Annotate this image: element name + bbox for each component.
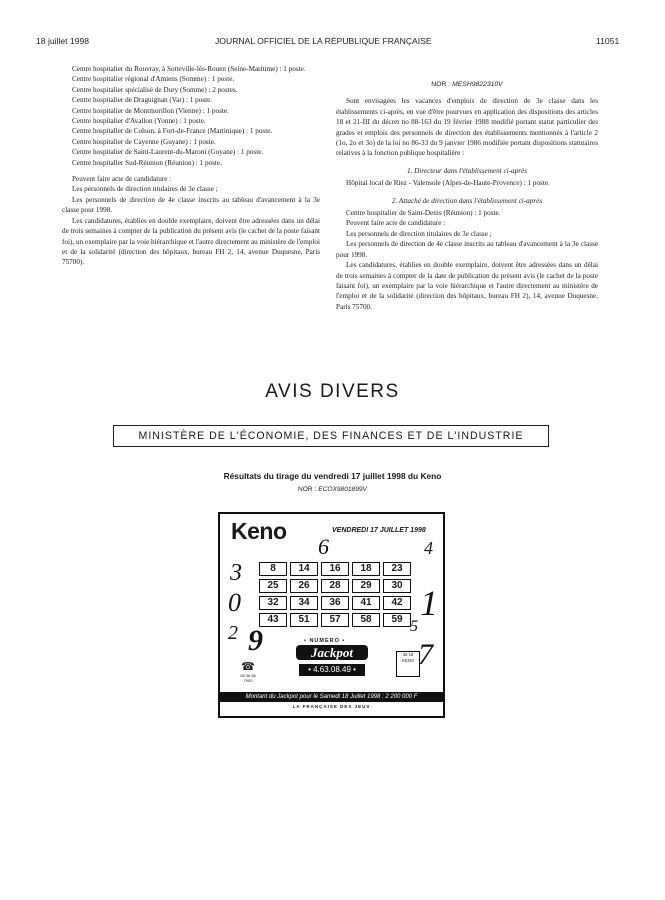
keno-number: 41 (352, 596, 380, 610)
keno-number: 42 (383, 596, 411, 610)
telephone-icon: ☎ (241, 661, 255, 673)
nor-code: MESH9822310V (452, 81, 503, 88)
keno-number: 14 (290, 562, 318, 576)
decorative-digit: 3 (230, 560, 242, 586)
keno-draw-date: VENDREDI 17 JUILLET 1998 (332, 527, 426, 534)
nor-label: NOR : (431, 81, 453, 88)
ministry-banner: MINISTÈRE DE L'ÉCONOMIE, DES FINANCES ET DE L'INDUSTRIE (113, 425, 549, 447)
decorative-digit: 1 (420, 583, 438, 623)
hospital-entry: Centre hospitalier de Montmorillon (Vienne) : 1 poste. (72, 106, 229, 115)
nor-label: NOR : (298, 486, 319, 493)
journal-title: JOURNAL OFFICIEL DE LA RÉPUBLIQUE FRANÇAISE (215, 36, 432, 46)
hospital-entry: Centre hospitalier Sud-Réunion (Réunion) : 1 poste. (72, 158, 222, 167)
section-title: AVIS DIVERS (265, 381, 400, 402)
jackpot-number-label: • NUMERO • (304, 638, 346, 644)
nor-code: ECOX9801899V (318, 486, 367, 493)
section-entry: Centre hospitalier de Saint-Denis (Réunion) : 1 poste. (346, 209, 501, 218)
nor-reference (336, 80, 598, 90)
header-date: 18 juillet 1998 (36, 36, 90, 46)
application-text: Les candidatures, établies en double exemplaire, doivent être adressées dans un délai de trois semaines à compter de la date de publication du présent avis (le cachet de la poste faisant foi), un exemplaire par la voie hiérarchique et l'autre directement au ministère de l'emploi et de la solidarité (direction des hôpitaux, bureau FH 2), 14, avenue Duquesne, Paris 75700. (336, 261, 598, 311)
keno-grid-row (259, 596, 411, 610)
keno-number: 18 (352, 562, 380, 576)
keno-number-grid (256, 559, 414, 630)
keno-number: 43 (259, 613, 287, 627)
keno-number: 36 (321, 596, 349, 610)
phone-number: 08 36 66 (240, 673, 256, 678)
candidates-line: Les personnels de direction titulaires de 3e classe ; (72, 185, 218, 194)
section-entry: Hôpital local de Riez - Valensole (Alpes-de-Haute-Provence) : 1 poste. (346, 179, 550, 188)
decorative-digit: 4 (424, 538, 433, 558)
keno-number: 32 (259, 596, 287, 610)
phone-info (233, 660, 263, 684)
decorative-digit: 6 (318, 534, 329, 559)
keno-number: 30 (383, 579, 411, 593)
keno-number: 58 (352, 613, 380, 627)
decorative-digit: 9 (248, 624, 263, 657)
hospital-entry: Centre hospitalier du Rouvray, à Sotteville-lès-Rouen (Seine-Maritime) : 1 poste. (72, 65, 306, 73)
keno-number: 51 (290, 613, 318, 627)
candidates-line: Les personnels de direction de 4e classe inscrits au tableau d'avancement à la 3e classe pour 1998. (62, 195, 320, 215)
hospital-entry: Centre hospitalier d'Avallon (Yonne) : 1 poste. (72, 117, 206, 126)
minitel-name: KENO (402, 658, 414, 663)
hospital-entry: Centre hospitalier régional d'Amiens (Somme) : 1 poste. (72, 75, 235, 84)
hospital-entry: Centre hospitalier de Colson, à Fort-de-France (Martinique) : 1 poste. (72, 127, 273, 136)
application-text: Les candidatures, établies en double exemplaire, doivent être adressées dans un délai de trois semaines à compter de la publication du présent avis (le cachet de la poste faisant foi), un exemplaire par la voie hiérarchique et l'autre directement au ministère de l'emploi et de la solidarité (direction des hôpitaux, bureau FH 2, 14, avenue Duquesne, Paris 75700). (62, 216, 320, 267)
candidacy-intro: Peuvent faire acte de candidature : (72, 175, 172, 184)
minitel-icon (396, 651, 420, 677)
vacancy-intro: Sont envisagées les vacances d'emplois de direction de 3e classe dans les établissements ci-après, en vue d'être pourvues en application des dispositions des articles 18 et 21-III du décret no 88-163 du 19 février 1988 modifié portant statut particulier des grades et emplois des personnels de direction des établissements mentionnés à l'article 2 (1o, 2o et 3o) de la loi no 86-33 du 9 janvier 1986 modifiée portant dispositions statutaires relatives à la fonction publique hospitalière : (336, 97, 598, 158)
hospital-entry: Centre hospitalier spécialisé de Dury (Somme) : 2 postes. (72, 85, 238, 94)
hospital-entry: Centre hospitalier de Draguignan (Var) : 1 poste. (72, 96, 213, 105)
jackpot-amount-band: Montant du Jackpot pour le Samedi 18 Juillet 1998 : 2 200 000 F (220, 692, 443, 702)
keno-number: 59 (383, 613, 411, 627)
decorative-digit: 2 (228, 622, 238, 644)
keno-number: 57 (321, 613, 349, 627)
keno-grid-row (259, 579, 411, 593)
right-column (336, 80, 598, 312)
keno-number: 25 (259, 579, 287, 593)
jackpot-number: • 4.63.08.49 • (299, 664, 365, 676)
phone-code: 7000 (243, 678, 253, 683)
decorative-digit: 0 (228, 588, 241, 617)
keno-footer: LA FRANÇAISE DES JEUX (292, 704, 371, 709)
section-heading: 1. Directeur dans l'établissement ci-après (406, 166, 528, 175)
page-number: 11051 (596, 36, 620, 46)
results-title: Résultats du tirage du vendredi 17 juillet 1998 du Keno (223, 471, 442, 481)
hospital-entry: Centre hospitalier de Cayenne (Guyane) : 1 poste. (72, 137, 216, 146)
candidates-line: Les personnels de direction de 4e classe inscrits au tableau d'avancement à la 3e classe pour 1998. (336, 240, 598, 259)
keno-number: 26 (290, 579, 318, 593)
decorative-digit: 5 (410, 618, 418, 635)
section-heading: 2. Attaché de direction dans l'établissement ci-après (391, 196, 543, 205)
candidacy-intro: Peuvent faire acte de candidature : (346, 219, 446, 228)
results-nor (0, 486, 665, 493)
keno-results-card (218, 512, 445, 718)
keno-number: 8 (259, 562, 287, 576)
left-column (62, 64, 320, 268)
minitel-code: 36 15 (402, 652, 414, 657)
candidates-line: Les personnels de direction titulaires de 3e classe ; (346, 229, 492, 238)
keno-number: 29 (352, 579, 380, 593)
keno-number: 28 (321, 579, 349, 593)
keno-grid-row (259, 562, 411, 576)
jackpot-logo: Jackpot (296, 645, 368, 660)
keno-number: 34 (290, 596, 318, 610)
keno-logo: Keno (231, 518, 287, 544)
keno-number: 16 (321, 562, 349, 576)
keno-grid-row (259, 613, 411, 627)
keno-number: 23 (383, 562, 411, 576)
hospital-entry: Centre hospitalier de Saint-Laurent-du-Maroni (Guyane) : 1 poste. (72, 148, 264, 157)
decorative-digit: 7 (418, 638, 433, 671)
